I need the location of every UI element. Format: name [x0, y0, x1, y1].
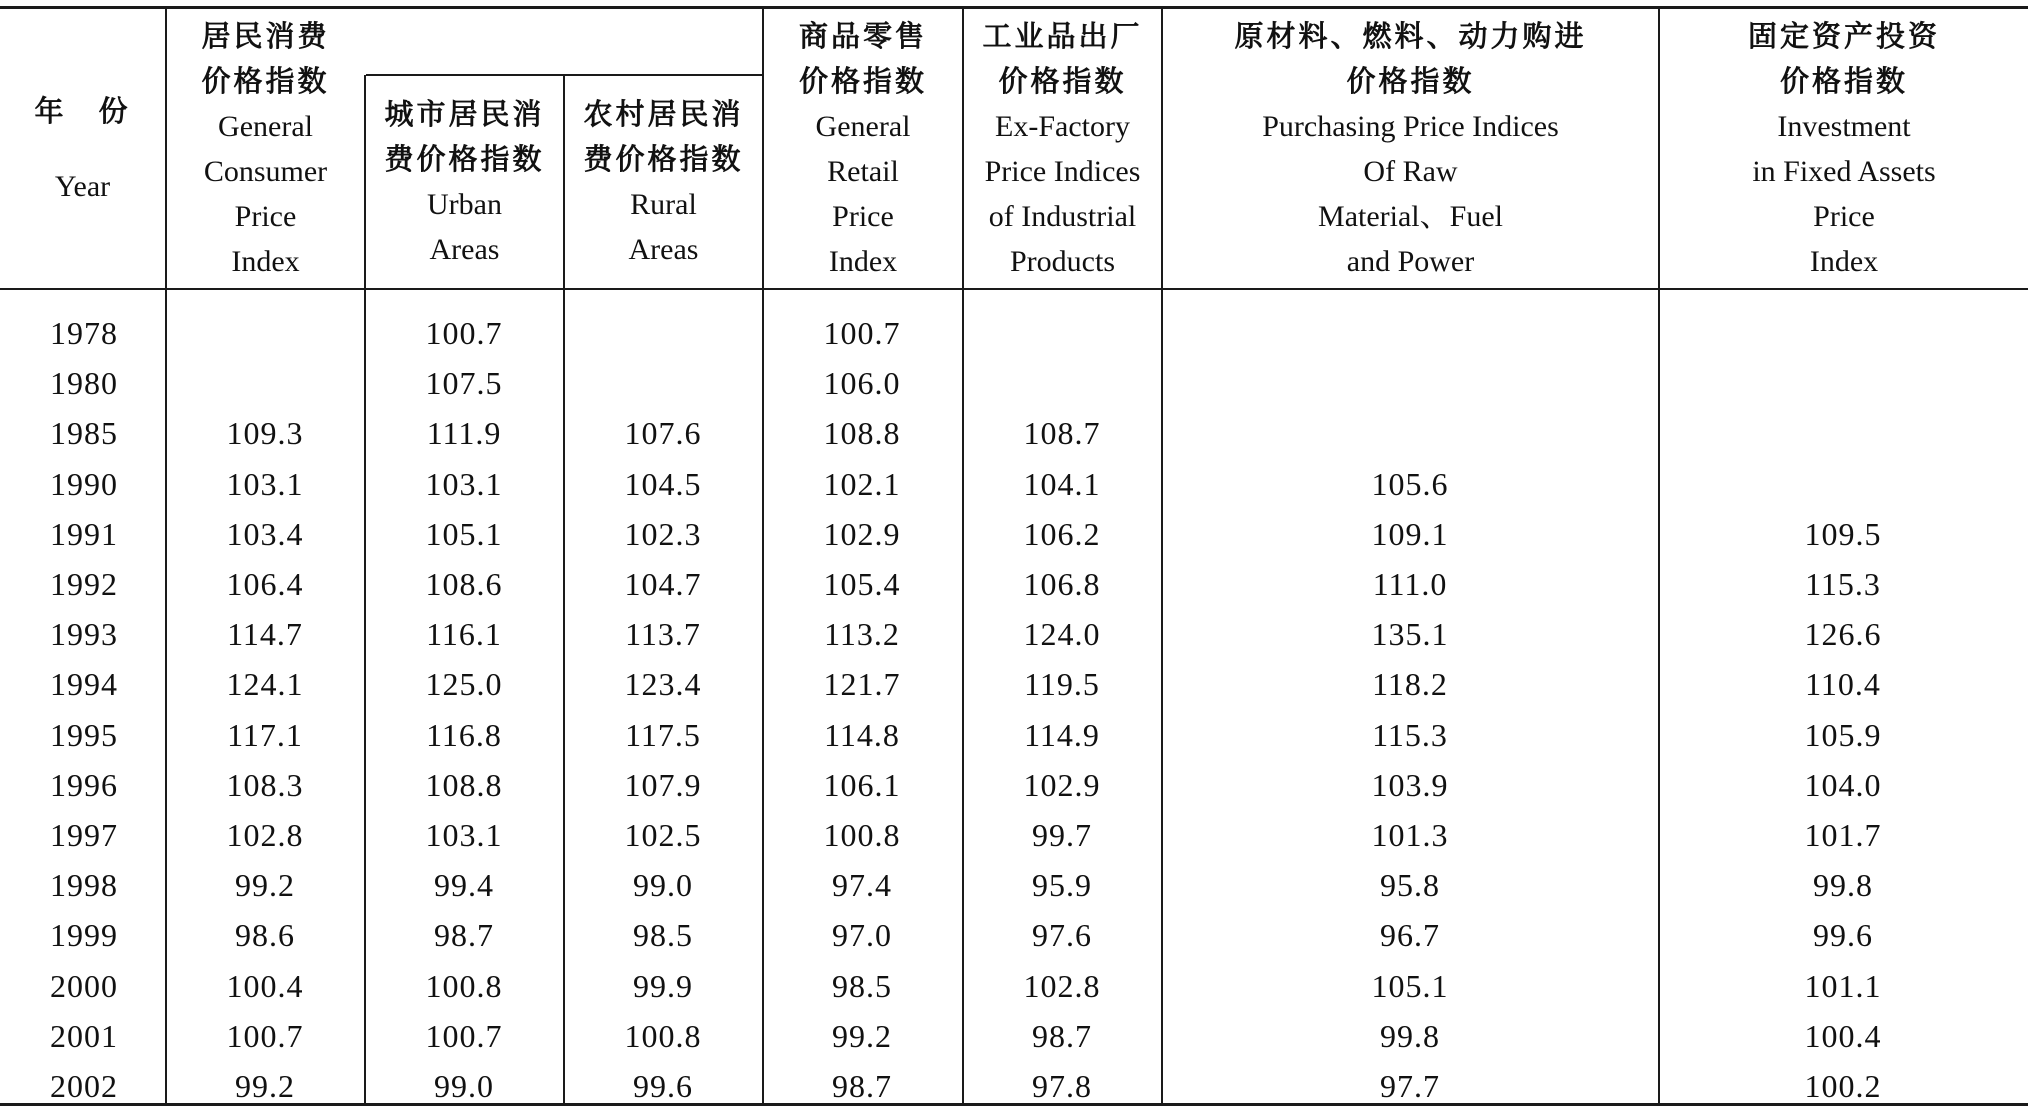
header-label-en: Price: [832, 199, 894, 233]
index-value-cell: 103.1: [226, 466, 304, 502]
index-value-cell: 97.6: [1032, 917, 1092, 953]
index-value-cell: 115.3: [1805, 566, 1881, 602]
header-label-en: Price Indices: [984, 154, 1141, 188]
header-label-zh: 原材料、燃料、动力购进: [1234, 18, 1587, 53]
index-value-cell: 99.2: [235, 1068, 295, 1104]
index-value-cell: 102.5: [624, 817, 702, 853]
index-value-cell: 117.1: [227, 717, 303, 753]
header-label-en: Index: [231, 244, 300, 278]
year-cell: 1999: [50, 917, 118, 953]
index-value-cell: 104.5: [624, 466, 702, 502]
header-label-en: Year: [54, 169, 111, 203]
index-value-cell: 104.1: [1023, 466, 1101, 502]
index-value-cell: 97.0: [832, 917, 892, 953]
header-label-en: of Industrial: [988, 199, 1137, 233]
index-value-cell: 100.7: [823, 315, 901, 351]
index-value-cell: 100.4: [1804, 1018, 1882, 1054]
index-value-cell: 99.0: [633, 867, 693, 903]
header-label-en: Of Raw: [1363, 154, 1458, 188]
index-value-cell: 110.4: [1805, 666, 1881, 702]
index-value-cell: 99.2: [235, 867, 295, 903]
header-label-en: Consumer: [203, 154, 328, 188]
index-value-cell: 103.1: [425, 466, 503, 502]
index-value-cell: [573, 363, 753, 403]
index-value-cell: 107.9: [624, 767, 702, 803]
index-value-cell: [1753, 464, 1933, 504]
header-label-zh: 价格指数: [998, 63, 1127, 98]
header-label-zh: 固定资产投资: [1747, 18, 1940, 53]
index-value-cell: 103.4: [226, 516, 304, 552]
index-value-cell: 98.7: [434, 917, 494, 953]
index-value-cell: 114.9: [1024, 717, 1100, 753]
index-value-cell: 117.5: [625, 717, 701, 753]
header-label-zh: 年 份: [34, 93, 131, 128]
index-value-cell: 100.8: [425, 968, 503, 1004]
index-value-cell: 105.1: [425, 516, 503, 552]
index-value-cell: 100.2: [1804, 1068, 1882, 1104]
index-value-cell: 99.2: [832, 1018, 892, 1054]
index-value-cell: 111.0: [1372, 566, 1448, 602]
header-label-en: Products: [1010, 244, 1115, 278]
index-value-cell: [175, 363, 355, 403]
header-rural-areas: [565, 76, 762, 288]
index-value-cell: 99.8: [1813, 867, 1873, 903]
header-fixed-assets-price-index: [1660, 9, 2028, 288]
index-value-cell: 107.5: [425, 365, 503, 401]
header-label-zh: 价格指数: [1779, 63, 1908, 98]
index-value-cell: 100.7: [425, 315, 503, 351]
index-value-cell: 105.4: [823, 566, 901, 602]
index-value-cell: 99.8: [1380, 1018, 1440, 1054]
index-value-cell: 95.8: [1380, 867, 1440, 903]
header-label-en: Purchasing Price Indices: [1262, 109, 1559, 143]
index-value-cell: 98.5: [633, 917, 693, 953]
header-label-en: Index: [828, 244, 898, 278]
index-value-cell: 95.9: [1032, 867, 1092, 903]
index-value-cell: 97.4: [832, 867, 892, 903]
header-label-zh: 价格指数: [201, 63, 330, 98]
header-label-en: Retail: [827, 154, 899, 188]
index-value-cell: 102.8: [1023, 968, 1101, 1004]
index-value-cell: 100.8: [823, 817, 901, 853]
index-value-cell: 105.9: [1804, 717, 1882, 753]
header-label-en: in Fixed Assets: [1752, 154, 1936, 188]
index-value-cell: 114.7: [227, 616, 303, 652]
header-label-en: Urban: [427, 188, 502, 221]
index-value-cell: [1320, 363, 1500, 403]
index-value-cell: 125.0: [425, 666, 503, 702]
header-label-zh: 城市居民消: [384, 97, 545, 131]
header-label-en: Ex-Factory: [995, 109, 1130, 143]
index-value-cell: 108.7: [1023, 415, 1101, 451]
index-value-cell: 102.8: [226, 817, 304, 853]
index-value-cell: 121.7: [823, 666, 901, 702]
year-cell: 1996: [50, 767, 118, 803]
year-cell: 1985: [50, 415, 118, 451]
header-label-en: General: [815, 109, 911, 143]
index-value-cell: 113.2: [824, 616, 900, 652]
index-value-cell: 100.7: [425, 1018, 503, 1054]
index-value-cell: 98.7: [832, 1068, 892, 1104]
header-raw-material-price-index: [1163, 9, 1658, 288]
header-label-zh: 价格指数: [1346, 63, 1475, 98]
index-value-cell: 101.1: [1804, 968, 1882, 1004]
index-value-cell: 97.8: [1032, 1068, 1092, 1104]
index-value-cell: 106.2: [1023, 516, 1101, 552]
year-cell: 1995: [50, 717, 118, 753]
index-value-cell: 108.6: [425, 566, 503, 602]
index-value-cell: [175, 313, 355, 353]
index-value-cell: 109.1: [1371, 516, 1449, 552]
year-cell: 1993: [50, 616, 118, 652]
index-value-cell: 99.6: [633, 1068, 693, 1104]
index-value-cell: 106.1: [823, 767, 901, 803]
header-bottom-rule: [0, 288, 2028, 290]
index-value-cell: [1753, 363, 1933, 403]
header-label-en: General: [218, 109, 313, 143]
year-cell: 1991: [50, 516, 118, 552]
index-value-cell: 118.2: [1372, 666, 1448, 702]
index-value-cell: 106.8: [1023, 566, 1101, 602]
index-value-cell: 108.8: [425, 767, 503, 803]
index-value-cell: 105.6: [1371, 466, 1449, 502]
index-value-cell: 106.4: [226, 566, 304, 602]
index-value-cell: 104.0: [1804, 767, 1882, 803]
index-value-cell: 102.1: [823, 466, 901, 502]
index-value-cell: 100.8: [624, 1018, 702, 1054]
index-value-cell: 135.1: [1371, 616, 1449, 652]
header-label-en: Investment: [1777, 109, 1911, 143]
header-label-en: Areas: [429, 233, 500, 266]
index-value-cell: 98.6: [235, 917, 295, 953]
header-label-en: Areas: [628, 233, 699, 266]
index-value-cell: 104.7: [624, 566, 702, 602]
year-cell: 1998: [50, 867, 118, 903]
header-label-zh: 居民消费: [201, 18, 330, 53]
index-value-cell: 98.7: [1032, 1018, 1092, 1054]
index-value-cell: 102.3: [624, 516, 702, 552]
header-label-zh: 价格指数: [798, 63, 927, 98]
header-label-zh: 商品零售: [798, 18, 927, 53]
index-value-cell: 114.8: [824, 717, 900, 753]
index-value-cell: 101.7: [1804, 817, 1882, 853]
index-value-cell: 102.9: [823, 516, 901, 552]
index-value-cell: [573, 313, 753, 353]
index-value-cell: 109.5: [1804, 516, 1882, 552]
index-value-cell: 116.1: [426, 616, 502, 652]
index-value-cell: 108.8: [823, 415, 901, 451]
index-value-cell: 115.3: [1372, 717, 1448, 753]
year-cell: 1980: [50, 365, 118, 401]
year-cell: 1994: [50, 666, 118, 702]
index-value-cell: 99.4: [434, 867, 494, 903]
header-label-zh: 费价格指数: [384, 142, 545, 176]
index-value-cell: 100.4: [226, 968, 304, 1004]
header-label-en: Rural: [630, 188, 697, 221]
header-label-en: Price: [234, 199, 297, 233]
year-cell: 1992: [50, 566, 118, 602]
index-value-cell: 105.1: [1371, 968, 1449, 1004]
header-urban-areas: [366, 76, 563, 288]
index-value-cell: [1320, 313, 1500, 353]
year-cell: 2002: [50, 1068, 118, 1104]
year-cell: 2001: [50, 1018, 118, 1054]
index-value-cell: 119.5: [1024, 666, 1100, 702]
index-value-cell: 97.7: [1380, 1068, 1440, 1104]
year-cell: 1978: [50, 315, 118, 351]
year-cell: 2000: [50, 968, 118, 1004]
index-value-cell: 106.0: [823, 365, 901, 401]
header-year: [0, 9, 165, 288]
header-ex-factory-price-index: [964, 9, 1161, 288]
header-label-en: Material、Fuel: [1318, 199, 1503, 233]
header-label-en: Index: [1809, 244, 1879, 278]
index-value-cell: 102.9: [1023, 767, 1101, 803]
index-value-cell: 99.7: [1032, 817, 1092, 853]
index-value-cell: 103.9: [1371, 767, 1449, 803]
index-value-cell: 123.4: [624, 666, 702, 702]
index-value-cell: 116.8: [426, 717, 502, 753]
year-cell: 1997: [50, 817, 118, 853]
index-value-cell: [1753, 413, 1933, 453]
index-value-cell: 101.3: [1371, 817, 1449, 853]
header-label-zh: 农村居民消: [583, 97, 744, 131]
index-value-cell: 113.7: [625, 616, 701, 652]
header-label-zh: 费价格指数: [583, 142, 744, 176]
index-value-cell: 124.1: [226, 666, 304, 702]
index-value-cell: 107.6: [624, 415, 702, 451]
index-value-cell: 108.3: [226, 767, 304, 803]
header-retail-price-index: [764, 9, 962, 288]
header-label-en: Price: [1813, 199, 1875, 233]
index-value-cell: 111.9: [426, 415, 502, 451]
header-label-zh: 工业品出厂: [982, 18, 1143, 53]
index-value-cell: [1753, 313, 1933, 353]
index-value-cell: 99.9: [633, 968, 693, 1004]
index-value-cell: 126.6: [1804, 616, 1882, 652]
index-value-cell: 98.5: [832, 968, 892, 1004]
index-value-cell: 99.0: [434, 1068, 494, 1104]
year-cell: 1990: [50, 466, 118, 502]
index-value-cell: 124.0: [1023, 616, 1101, 652]
index-value-cell: 99.6: [1813, 917, 1873, 953]
header-consumer-price-index: [167, 9, 364, 288]
index-value-cell: [972, 313, 1152, 353]
index-value-cell: 103.1: [425, 817, 503, 853]
index-value-cell: [1320, 413, 1500, 453]
index-value-cell: 109.3: [226, 415, 304, 451]
header-label-en: and Power: [1346, 244, 1475, 278]
index-value-cell: 100.7: [226, 1018, 304, 1054]
index-value-cell: [972, 363, 1152, 403]
index-value-cell: 96.7: [1380, 917, 1440, 953]
